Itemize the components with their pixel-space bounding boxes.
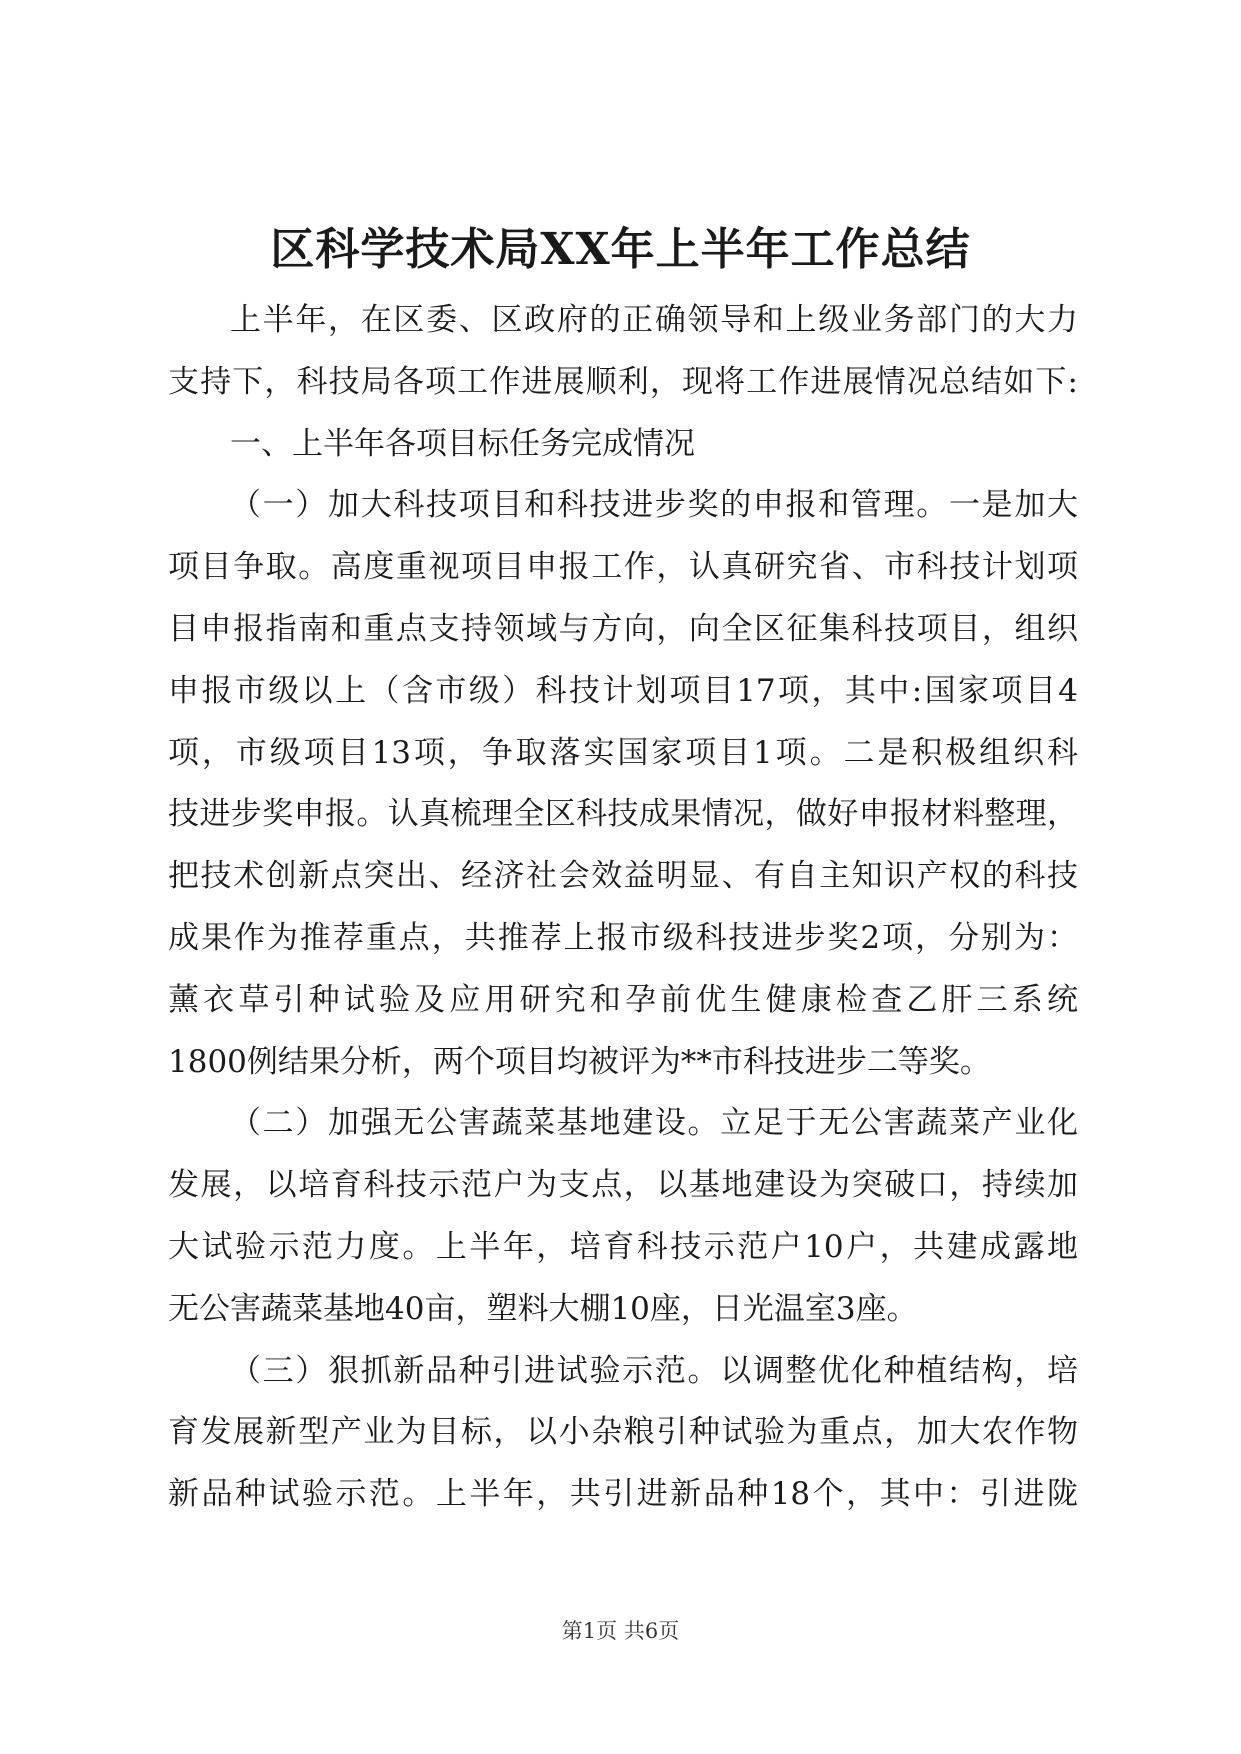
text-line: 申报市级以上（含市级）科技计划项目17项，其中:国家项目4 [168,672,1078,709]
text-line: 发展，以培育科技示范户为支点，以基地建设为突破口，持续加 [168,1167,1078,1204]
text-line: 一、上半年各项目标任务完成情况 [230,425,695,462]
text-line: 成果作为推荐重点，共推荐上报市级科技进步奖2项，分别为： [168,919,1078,956]
page-footer: 第1页 共6页 [561,1619,680,1643]
document-title: 区科学技术局XX年上半年工作总结 [270,224,971,275]
text-line: （二）加强无公害蔬菜基地建设。立足于无公害蔬菜产业化 [230,1105,1078,1142]
text-line: 育发展新型产业为目标，以小杂粮引种试验为重点，加大农作物 [168,1414,1078,1451]
text-line: 项目争取。高度重视项目申报工作，认真研究省、市科技计划项 [168,549,1078,586]
text-line: 薰衣草引种试验及应用研究和孕前优生健康检查乙肝三系统 [168,981,1078,1018]
text-line: 上半年，在区委、区政府的正确领导和上级业务部门的大力 [230,302,1078,338]
text-line: 新品种试验示范。上半年，共引进新品种18个，其中：引进陇 [168,1476,1078,1513]
document-body [168,290,1078,1526]
text-line: 大试验示范力度。上半年，培育科技示范户10户，共建成露地 [168,1228,1078,1265]
text-line: 目申报指南和重点支持领域与方向，向全区征集科技项目，组织 [168,610,1078,647]
text-line: 技进步奖申报。认真梳理全区科技成果情况，做好申报材料整理， [168,796,1078,833]
text-line: 无公害蔬菜基地40亩，塑料大棚10座，日光温室3座。 [168,1290,918,1327]
text-line: 项，市级项目13项，争取落实国家项目1项。二是积极组织科 [168,734,1078,771]
text-line: 把技术创新点突出、经济社会效益明显、有自主知识产权的科技 [168,858,1078,895]
text-line: （一）加大科技项目和科技进步奖的申报和管理。一是加大 [230,487,1078,524]
text-line: （三）狠抓新品种引进试验示范。以调整优化种植结构，培 [230,1352,1078,1389]
text-line: 支持下，科技局各项工作进展顺利，现将工作进展情况总结如下: [168,363,1078,400]
text-line: 1800例结果分析，两个项目均被评为**市科技进步二等奖。 [168,1043,991,1080]
